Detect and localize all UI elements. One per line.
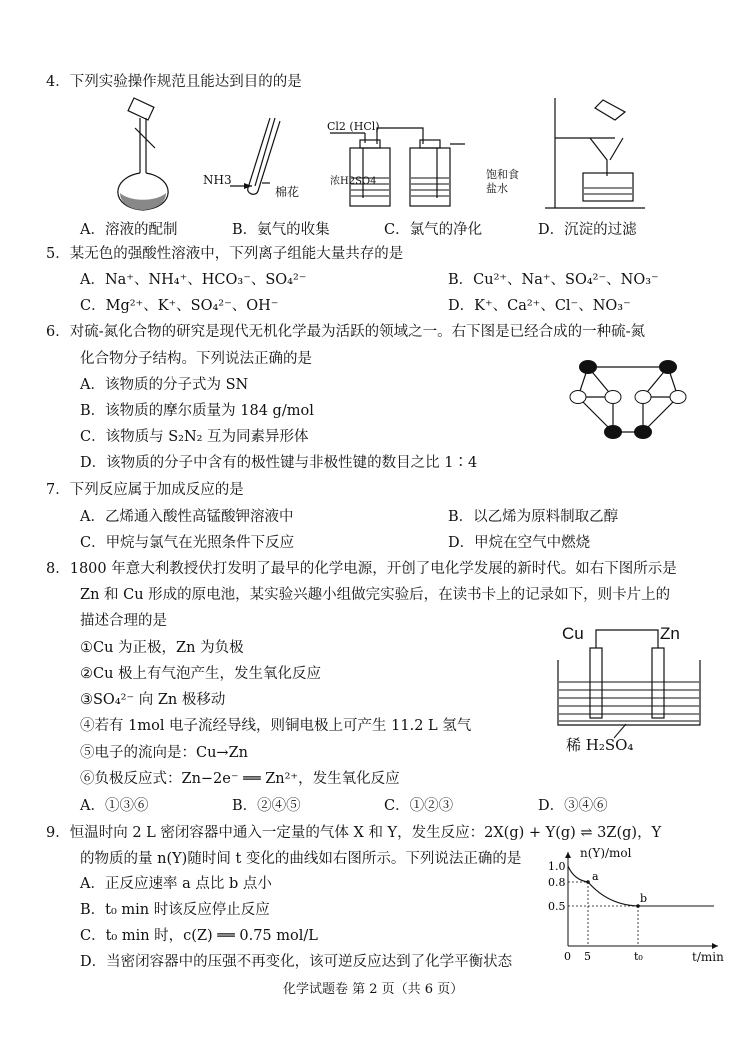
q6-option-a: A．该物质的分子式为 SN — [80, 377, 249, 393]
q6-stem-1: 6．对硫-氮化合物的研究是现代无机化学最为活跃的领域之一。右下图是已经合成的一种硫-氮 — [46, 324, 646, 340]
point-a-label: a — [592, 870, 599, 883]
q8-stem-2: Zn 和 Cu 形成的原电池，某实验兴趣小组做完实验后，在读书卡上的记录如下，则卡片上的 — [80, 587, 671, 603]
x-tick-label: t₀ — [634, 950, 643, 963]
nh3-label: NH3 — [203, 173, 232, 187]
q7-option-b: B．以乙烯为原料制取乙醇 — [448, 509, 619, 525]
q4-option-c: C．氯气的净化 — [384, 222, 483, 238]
point-a — [586, 880, 590, 884]
q8-item-6: ⑥负极反应式：Zn−2e⁻ ══ Zn²⁺，发生氧化反应 — [80, 771, 400, 787]
q8-stem-1: 8．1800 年意大利教授伏打发明了最早的化学电源，开创了电化学发展的新时代。如右下图所示是 — [46, 561, 677, 577]
q4-option-a: A．溶液的配制 — [80, 222, 178, 238]
q6-option-d: D．该物质的分子中含有的极性键与非极性键的数目之比 1∶4 — [80, 455, 478, 471]
point-b-label: b — [640, 892, 648, 905]
dilute-h2so4-label: 稀 H₂SO₄ — [566, 736, 634, 754]
y-tick-label: 1.0 — [548, 860, 566, 873]
q7-option-d: D．甲烷在空气中燃烧 — [448, 535, 591, 551]
brine-label-1: 饱和食 — [486, 168, 519, 181]
q8-item-3: ③SO₄²⁻ 向 Zn 极移动 — [80, 692, 226, 708]
sulfur-nitrogen-molecule-figure — [568, 352, 698, 442]
q6-option-b: B．该物质的摩尔质量为 184 g/mol — [80, 403, 314, 419]
q9-stem-2: 的物质的量 n(Y)随时间 t 变化的曲线如右图所示。下列说法正确的是 — [80, 851, 522, 867]
q7-stem: 7．下列反应属于加成反应的是 — [46, 482, 244, 498]
zn-electrode-label: Zn — [660, 624, 680, 643]
q8-option-c: C．①②③ — [384, 798, 454, 814]
filtration-stand-figure — [545, 98, 645, 208]
q6-option-c: C．该物质与 S₂N₂ 互为同素异形体 — [80, 429, 309, 445]
q8-item-4: ④若有 1mol 电子流经导线，则铜电极上可产生 11.2 L 氢气 — [80, 718, 472, 734]
q8-option-a: A．①③⑥ — [80, 798, 149, 814]
q8-item-2: ②Cu 极上有气泡产生，发生氧化反应 — [80, 666, 322, 682]
q5-option-b: B．Cu²⁺、Na⁺、SO₄²⁻、NO₃⁻ — [448, 272, 659, 288]
q7-option-a: A．乙烯通入酸性高锰酸钾溶液中 — [80, 509, 294, 525]
x-tick-label: 0 — [564, 950, 571, 963]
q8-item-1: ①Cu 为正极，Zn 为负极 — [80, 640, 244, 656]
q7-option-c: C．甲烷与氯气在光照条件下反应 — [80, 535, 295, 551]
q9-option-c: C．t₀ min 时，c(Z) ══ 0.75 mol/L — [80, 928, 318, 944]
q5-option-a: A．Na⁺、NH₄⁺、HCO₃⁻、SO₄²⁻ — [80, 272, 307, 288]
chart-ylabel: n(Y)/mol — [580, 846, 632, 860]
y-axis-arrow — [565, 852, 571, 858]
ammonia-collection-figure — [230, 118, 280, 194]
q9-option-d: D．当密闭容器中的压强不再变化，该可逆反应达到了化学平衡状态 — [80, 954, 513, 970]
q8-stem-3: 描述合理的是 — [80, 613, 167, 629]
q9-option-a: A．正反应速率 a 点比 b 点小 — [80, 876, 272, 892]
q6-stem-2: 化合物分子结构。下列说法正确的是 — [80, 351, 312, 367]
h2so4-label: 浓H2SO4 — [330, 176, 377, 187]
ny-vs-time-chart — [546, 846, 726, 966]
q5-stem: 5．某无色的强酸性溶液中，下列离子组能大量共存的是 — [46, 246, 404, 262]
x-axis-arrow — [712, 943, 718, 949]
cl2-label: Cl2 (HCl) — [327, 120, 380, 133]
page-footer: 化学试题卷 第 2 页（共 6 页） — [283, 982, 464, 997]
volumetric-flask-figure — [118, 98, 168, 210]
q9-stem-1: 9．恒温时向 2 L 密闭容器中通入一定量的气体 X 和 Y，发生反应：2X(g) + Y(g) ⇌ 3Z(g)，Y — [46, 825, 662, 841]
q5-option-d: D．K⁺、Ca²⁺、Cl⁻、NO₃⁻ — [448, 298, 631, 314]
q8-item-5: ⑤电子的流向是：Cu→Zn — [80, 745, 248, 761]
q8-option-b: B．②④⑤ — [232, 798, 301, 814]
q4-stem: 4．下列实验操作规范且能达到目的的是 — [46, 74, 302, 90]
cotton-label: 棉花 — [275, 185, 300, 199]
x-tick-label: 5 — [584, 950, 591, 963]
q5-option-c: C．Mg²⁺、K⁺、SO₄²⁻、OH⁻ — [80, 298, 279, 314]
gas-washing-bottles-figure — [330, 128, 465, 206]
brine-label-2: 盐水 — [486, 182, 508, 195]
y-tick-label: 0.8 — [548, 876, 566, 889]
q8-option-d: D．③④⑥ — [538, 798, 608, 814]
chart-xlabel: t/min — [692, 950, 724, 964]
q9-option-b: B．t₀ min 时该反应停止反应 — [80, 902, 270, 918]
y-tick-label: 0.5 — [548, 900, 566, 913]
q4-option-b: B．氨气的收集 — [232, 222, 330, 238]
cu-electrode-label: Cu — [562, 624, 584, 643]
q4-apparatus-figures — [100, 98, 720, 216]
q4-option-d: D．沉淀的过滤 — [538, 222, 637, 238]
